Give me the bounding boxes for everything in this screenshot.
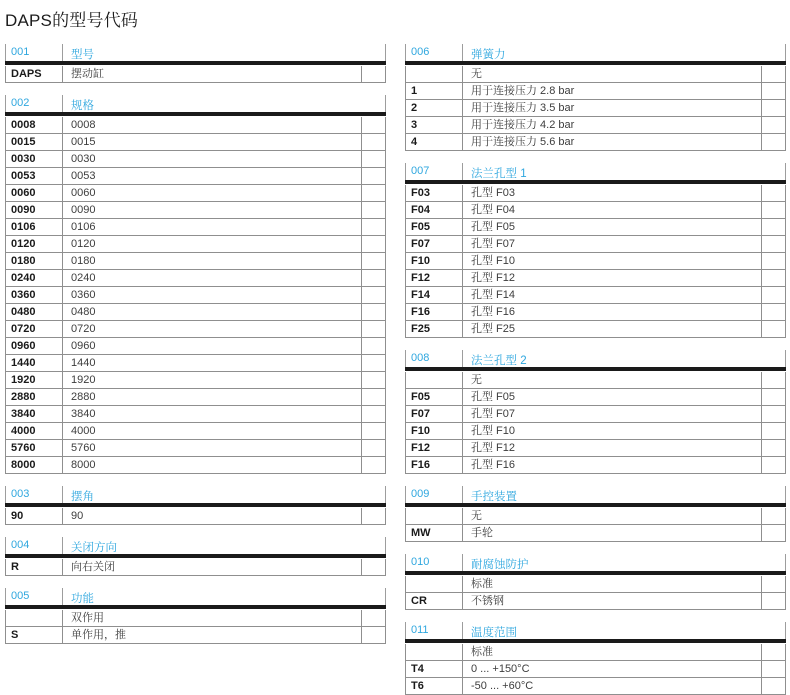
row-end-cell — [361, 627, 385, 643]
row-code-cell: 2880 — [11, 391, 36, 403]
row-code-cell: MW — [411, 527, 431, 539]
row-code-cell: F12 — [411, 272, 430, 284]
row-description-cell: 不锈钢 — [462, 593, 761, 609]
section-011 — [405, 622, 786, 695]
row-code-cell: 0960 — [11, 340, 36, 352]
row-description-cell: 无 — [462, 508, 761, 524]
row-end-cell — [361, 389, 385, 405]
table-row — [405, 576, 786, 593]
row-end-cell — [361, 406, 385, 422]
table-row — [405, 372, 786, 389]
section-code: 006 — [405, 44, 462, 61]
row-end-cell — [361, 185, 385, 201]
row-description-cell: 标准 — [462, 644, 761, 660]
table-row — [405, 593, 786, 610]
row-description-cell: 孔型 F14 — [462, 287, 761, 303]
row-end-cell — [361, 355, 385, 371]
section-rows — [405, 185, 786, 338]
row-code-cell: F25 — [411, 323, 430, 335]
section-code: 003 — [5, 486, 62, 503]
row-end-cell — [761, 678, 785, 694]
row-description-cell: 2880 — [62, 389, 361, 405]
row-description-cell: 无 — [462, 372, 761, 388]
row-end-cell — [761, 372, 785, 388]
column-left — [5, 44, 386, 644]
row-code-cell: 3840 — [11, 408, 36, 420]
row-code-cell: F14 — [411, 289, 430, 301]
row-description-cell: 用于连接压力 3.5 bar — [462, 100, 761, 116]
row-description-cell: 5760 — [62, 440, 361, 456]
row-end-cell — [361, 202, 385, 218]
section-divider-bar — [405, 367, 786, 371]
row-code-cell: 0090 — [11, 204, 36, 216]
row-end-cell — [761, 508, 785, 524]
section-header — [5, 486, 386, 503]
section-rows — [405, 576, 786, 610]
row-code-cell: 1440 — [11, 357, 36, 369]
table-row — [5, 304, 386, 321]
table-row — [405, 83, 786, 100]
section-rows — [5, 117, 386, 474]
section-header — [405, 622, 786, 639]
table-row — [5, 559, 386, 576]
row-code-cell: F16 — [411, 306, 430, 318]
row-end-cell — [761, 202, 785, 218]
section-001 — [5, 44, 386, 83]
table-row — [405, 678, 786, 695]
row-end-cell — [361, 287, 385, 303]
row-code-cell: F05 — [411, 391, 430, 403]
row-end-cell — [761, 253, 785, 269]
row-code-cell: 2 — [411, 102, 418, 114]
row-description-cell: 孔型 F07 — [462, 406, 761, 422]
row-description-cell: 90 — [62, 508, 361, 524]
row-end-cell — [361, 559, 385, 575]
row-end-cell — [361, 457, 385, 473]
row-code-cell: 8000 — [11, 459, 36, 471]
code-table-columns — [5, 44, 790, 695]
row-end-cell — [761, 219, 785, 235]
row-code-cell: 4000 — [11, 425, 36, 437]
row-description-cell: 孔型 F12 — [462, 270, 761, 286]
row-description-cell: 孔型 F10 — [462, 423, 761, 439]
section-header — [5, 588, 386, 605]
row-code-cell: F04 — [411, 204, 430, 216]
row-description-cell: 0015 — [62, 134, 361, 150]
table-row — [5, 202, 386, 219]
row-code-cell: 0480 — [11, 306, 36, 318]
row-end-cell — [761, 576, 785, 592]
row-end-cell — [761, 185, 785, 201]
row-code-cell: 0240 — [11, 272, 36, 284]
section-header — [405, 486, 786, 503]
section-002 — [5, 95, 386, 474]
table-row — [5, 355, 386, 372]
table-row — [405, 100, 786, 117]
row-end-cell — [761, 66, 785, 82]
table-row — [405, 66, 786, 83]
row-end-cell — [761, 406, 785, 422]
section-title: 耐腐蚀防护 — [462, 554, 786, 571]
row-description-cell: 标准 — [462, 576, 761, 592]
section-title: 型号 — [62, 44, 386, 61]
row-end-cell — [361, 270, 385, 286]
table-row — [5, 440, 386, 457]
table-row — [405, 406, 786, 423]
row-code-cell — [406, 372, 462, 388]
row-code-cell: 0120 — [11, 238, 36, 250]
row-end-cell — [361, 219, 385, 235]
row-code-cell — [406, 576, 462, 592]
section-title: 规格 — [62, 95, 386, 112]
row-description-cell: 用于连接压力 2.8 bar — [462, 83, 761, 99]
row-description-cell: 手轮 — [462, 525, 761, 541]
row-description-cell: 0120 — [62, 236, 361, 252]
section-divider-bar — [5, 605, 386, 609]
section-009 — [405, 486, 786, 542]
row-end-cell — [361, 236, 385, 252]
section-title: 手控装置 — [462, 486, 786, 503]
row-end-cell — [761, 661, 785, 677]
row-end-cell — [761, 423, 785, 439]
row-end-cell — [761, 389, 785, 405]
section-004 — [5, 537, 386, 576]
row-code-cell — [406, 508, 462, 524]
section-divider-bar — [405, 639, 786, 643]
row-code-cell: 0106 — [11, 221, 36, 233]
row-code-cell: F05 — [411, 221, 430, 233]
row-description-cell: 1920 — [62, 372, 361, 388]
row-end-cell — [761, 644, 785, 660]
table-row — [405, 525, 786, 542]
section-code: 008 — [405, 350, 462, 367]
row-end-cell — [361, 134, 385, 150]
row-description-cell: 孔型 F16 — [462, 457, 761, 473]
table-row — [5, 372, 386, 389]
table-row — [5, 627, 386, 644]
row-code-cell: 0053 — [11, 170, 36, 182]
table-row — [405, 321, 786, 338]
table-row — [405, 202, 786, 219]
row-description-cell: 双作用 — [62, 610, 361, 626]
section-code: 011 — [405, 622, 462, 639]
row-code-cell: T4 — [411, 663, 424, 675]
row-description-cell: 8000 — [62, 457, 361, 473]
row-code-cell: 0030 — [11, 153, 36, 165]
section-divider-bar — [5, 503, 386, 507]
section-header — [405, 163, 786, 180]
table-row — [405, 389, 786, 406]
table-row — [5, 236, 386, 253]
table-row — [5, 117, 386, 134]
table-row — [405, 219, 786, 236]
section-header — [5, 537, 386, 554]
section-rows — [5, 610, 386, 644]
row-end-cell — [761, 100, 785, 116]
row-code-cell: 3 — [411, 119, 418, 131]
row-code-cell: 4 — [411, 136, 418, 148]
row-code-cell: F16 — [411, 459, 430, 471]
table-row — [405, 236, 786, 253]
row-description-cell: 用于连接压力 4.2 bar — [462, 117, 761, 133]
section-rows — [405, 372, 786, 474]
section-header — [5, 95, 386, 112]
table-row — [5, 423, 386, 440]
row-description-cell: 0008 — [62, 117, 361, 133]
row-code-cell: T6 — [411, 680, 424, 692]
section-title: 法兰孔型 2 — [462, 350, 786, 367]
table-row — [5, 457, 386, 474]
row-code-cell: 1 — [411, 85, 418, 97]
section-rows — [5, 508, 386, 525]
row-description-cell: 向右关闭 — [62, 559, 361, 575]
row-code-cell: R — [11, 561, 19, 573]
row-end-cell — [361, 168, 385, 184]
row-code-cell: 0720 — [11, 323, 36, 335]
row-end-cell — [761, 525, 785, 541]
table-row — [5, 321, 386, 338]
row-description-cell: 3840 — [62, 406, 361, 422]
section-title: 功能 — [62, 588, 386, 605]
row-description-cell: 0180 — [62, 253, 361, 269]
section-divider-bar — [405, 180, 786, 184]
row-description-cell: 0480 — [62, 304, 361, 320]
table-row — [5, 168, 386, 185]
table-row — [405, 661, 786, 678]
section-code: 010 — [405, 554, 462, 571]
table-row — [405, 270, 786, 287]
row-code-cell: 0015 — [11, 136, 36, 148]
row-end-cell — [361, 321, 385, 337]
row-description-cell: 孔型 F07 — [462, 236, 761, 252]
table-row — [405, 287, 786, 304]
section-code: 002 — [5, 95, 62, 112]
row-end-cell — [361, 440, 385, 456]
section-title: 弹簧力 — [462, 44, 786, 61]
table-row — [405, 117, 786, 134]
section-007 — [405, 163, 786, 338]
row-end-cell — [361, 372, 385, 388]
row-code-cell: 0360 — [11, 289, 36, 301]
table-row — [5, 219, 386, 236]
row-end-cell — [761, 304, 785, 320]
row-code-cell: 0008 — [11, 119, 36, 131]
row-code-cell: F03 — [411, 187, 430, 199]
section-rows — [5, 559, 386, 576]
row-end-cell — [361, 253, 385, 269]
row-description-cell: 无 — [462, 66, 761, 82]
row-end-cell — [361, 151, 385, 167]
section-008 — [405, 350, 786, 474]
row-code-cell: F07 — [411, 408, 430, 420]
section-divider-bar — [405, 571, 786, 575]
section-code: 005 — [5, 588, 62, 605]
section-005 — [5, 588, 386, 644]
section-title: 法兰孔型 1 — [462, 163, 786, 180]
row-description-cell: 摆动缸 — [62, 66, 361, 82]
row-end-cell — [361, 423, 385, 439]
table-row — [5, 610, 386, 627]
section-code: 004 — [5, 537, 62, 554]
section-header — [405, 350, 786, 367]
row-code-cell: 90 — [11, 510, 24, 522]
row-description-cell: 孔型 F05 — [462, 389, 761, 405]
row-description-cell: 4000 — [62, 423, 361, 439]
row-description-cell: 孔型 F04 — [462, 202, 761, 218]
table-row — [5, 338, 386, 355]
table-row — [5, 151, 386, 168]
row-code-cell — [406, 644, 462, 660]
section-rows — [405, 66, 786, 151]
table-row — [5, 253, 386, 270]
section-title: 摆角 — [62, 486, 386, 503]
row-end-cell — [361, 610, 385, 626]
section-003 — [5, 486, 386, 525]
row-code-cell: F12 — [411, 442, 430, 454]
page-title: DAPS的型号代码 — [5, 11, 139, 30]
row-description-cell: 0960 — [62, 338, 361, 354]
table-row — [5, 287, 386, 304]
table-row — [405, 457, 786, 474]
section-010 — [405, 554, 786, 610]
row-end-cell — [761, 440, 785, 456]
section-code: 007 — [405, 163, 462, 180]
table-row — [5, 134, 386, 151]
row-end-cell — [761, 593, 785, 609]
row-end-cell — [761, 457, 785, 473]
table-row — [405, 440, 786, 457]
row-code-cell: DAPS — [11, 68, 42, 80]
table-row — [405, 423, 786, 440]
section-header — [405, 44, 786, 61]
section-divider-bar — [405, 503, 786, 507]
section-rows — [405, 508, 786, 542]
table-row — [5, 66, 386, 83]
table-row — [405, 253, 786, 270]
row-description-cell: 0240 — [62, 270, 361, 286]
row-description-cell: 0106 — [62, 219, 361, 235]
row-code-cell: F10 — [411, 425, 430, 437]
row-code-cell: F07 — [411, 238, 430, 250]
row-description-cell: 0060 — [62, 185, 361, 201]
row-code-cell: F10 — [411, 255, 430, 267]
table-row — [405, 185, 786, 202]
section-divider-bar — [5, 554, 386, 558]
row-description-cell: 孔型 F12 — [462, 440, 761, 456]
section-rows — [405, 644, 786, 695]
table-row — [5, 406, 386, 423]
table-row — [5, 389, 386, 406]
row-end-cell — [361, 508, 385, 524]
row-code-cell: CR — [411, 595, 427, 607]
section-code: 001 — [5, 44, 62, 61]
row-end-cell — [761, 270, 785, 286]
row-description-cell: -50 ... +60°C — [462, 678, 761, 694]
row-code-cell — [406, 66, 462, 82]
row-description-cell: 0053 — [62, 168, 361, 184]
row-end-cell — [761, 117, 785, 133]
table-row — [5, 185, 386, 202]
row-description-cell: 孔型 F03 — [462, 185, 761, 201]
table-row — [5, 270, 386, 287]
row-code-cell: 0180 — [11, 255, 36, 267]
section-rows — [5, 66, 386, 83]
row-end-cell — [361, 338, 385, 354]
row-end-cell — [761, 134, 785, 150]
row-end-cell — [761, 83, 785, 99]
section-title: 温度范围 — [462, 622, 786, 639]
row-description-cell: 孔型 F10 — [462, 253, 761, 269]
table-row — [405, 134, 786, 151]
section-code: 009 — [405, 486, 462, 503]
row-description-cell: 孔型 F16 — [462, 304, 761, 320]
row-description-cell: 0 ... +150°C — [462, 661, 761, 677]
row-code-cell: S — [11, 629, 19, 641]
section-title: 关闭方向 — [62, 537, 386, 554]
section-header — [405, 554, 786, 571]
section-divider-bar — [405, 61, 786, 65]
row-end-cell — [761, 236, 785, 252]
row-description-cell: 0090 — [62, 202, 361, 218]
row-description-cell: 0360 — [62, 287, 361, 303]
row-code-cell: 0060 — [11, 187, 36, 199]
row-end-cell — [361, 66, 385, 82]
row-description-cell: 单作用，推 — [62, 627, 361, 643]
table-row — [5, 508, 386, 525]
row-code-cell: 1920 — [11, 374, 36, 386]
row-description-cell: 孔型 F05 — [462, 219, 761, 235]
column-right — [405, 44, 786, 695]
row-description-cell: 1440 — [62, 355, 361, 371]
table-row — [405, 644, 786, 661]
section-divider-bar — [5, 112, 386, 116]
row-end-cell — [761, 321, 785, 337]
row-description-cell: 0030 — [62, 151, 361, 167]
row-code-cell: 5760 — [11, 442, 36, 454]
row-end-cell — [361, 304, 385, 320]
row-description-cell: 0720 — [62, 321, 361, 337]
section-006 — [405, 44, 786, 151]
row-code-cell — [6, 610, 62, 626]
table-row — [405, 304, 786, 321]
row-description-cell: 孔型 F25 — [462, 321, 761, 337]
section-divider-bar — [5, 61, 386, 65]
row-end-cell — [761, 287, 785, 303]
section-header — [5, 44, 386, 61]
row-description-cell: 用于连接压力 5.6 bar — [462, 134, 761, 150]
table-row — [405, 508, 786, 525]
row-end-cell — [361, 117, 385, 133]
